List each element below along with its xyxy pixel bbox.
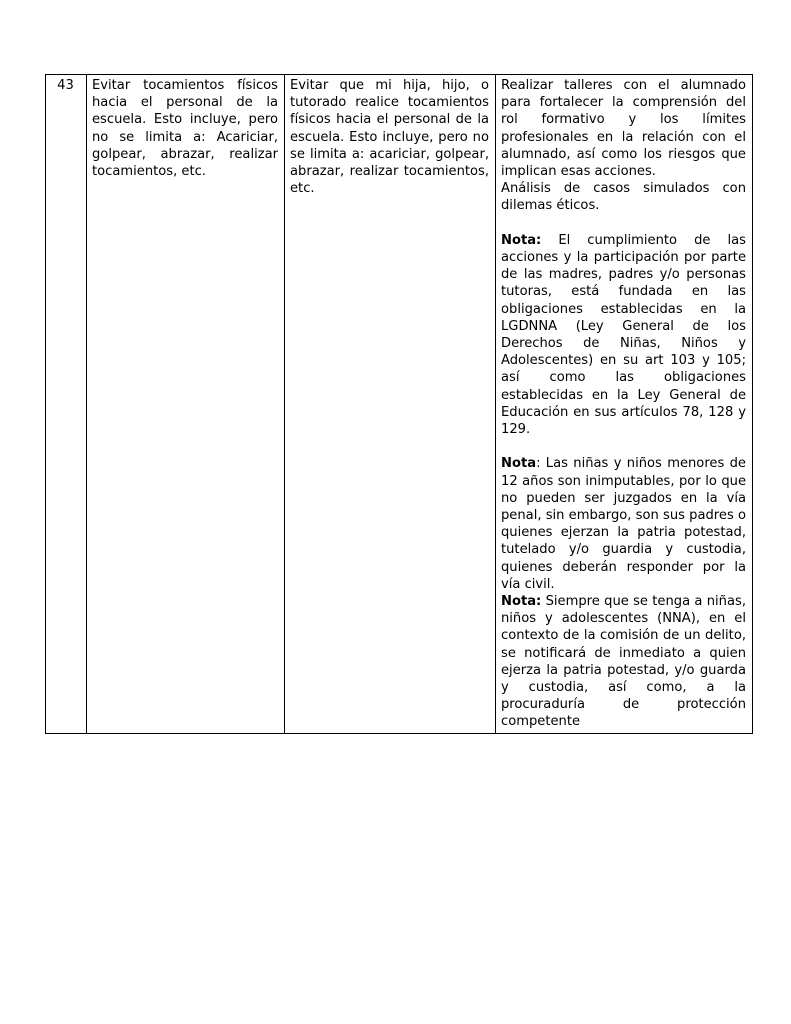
row-number: 43	[46, 75, 87, 734]
measures-table	[45, 74, 753, 734]
note-text: El cumplimiento de las acciones y la participación por parte de las madres, padres y/o personas tutoras, está fundada en las obligaciones establecidas en la LGDNNA (Ley General de los Derechos de Niñas, Niños y Adolescentes) en su art 103 y 105; así como las obligaciones establecidas en la Ley General de Educación en sus artículos 78, 128 y 129.	[501, 232, 746, 438]
note-label: Nota:	[501, 594, 542, 610]
note-notification	[501, 593, 746, 731]
note-text: : Las niñas y niños menores de 12 años son inimputables, por lo que no pueden ser juzgados en la vía penal, sin embargo, son sus padres o quienes ejerzan la patria potestad, tutelado y/o guardia y custodia, quienes deberán responder por la vía civil.	[501, 456, 746, 592]
spacer	[501, 215, 746, 232]
workshop-paragraph: Realizar talleres con el alumnado para fortalecer la comprensión del rol formativo y los límites profesionales en la relación con el alumnado, así como los riesgos que implican esas acciones.	[501, 78, 746, 180]
note-legal-basis	[501, 232, 746, 438]
student-action-cell: Evitar tocamientos físicos hacia el personal de la escuela. Esto incluye, pero no se limita a: Acariciar, golpear, abrazar, realizar tocamientos, etc.	[87, 75, 285, 734]
table-row	[46, 75, 753, 734]
note-text: Siempre que se tenga a niñas, niños y adolescentes (NNA), en el contexto de la comisión de un delito, se notificará de inmediato a quien ejerza la patria potestad, y/o guarda y custodia, así como, a la procuraduría de protección competente	[501, 594, 746, 730]
spacer	[501, 438, 746, 455]
note-label: Nota:	[501, 232, 542, 248]
case-analysis-paragraph: Análisis de casos simulados con dilemas éticos.	[501, 181, 746, 214]
note-label: Nota	[501, 456, 537, 472]
note-minors	[501, 455, 746, 593]
school-action-cell	[496, 75, 753, 734]
parent-action-cell: Evitar que mi hija, hijo, o tutorado realice tocamientos físicos hacia el personal de la escuela. Esto incluye, pero no se limita a: acariciar, golpear, abrazar, realizar tocamientos, etc.	[285, 75, 496, 734]
